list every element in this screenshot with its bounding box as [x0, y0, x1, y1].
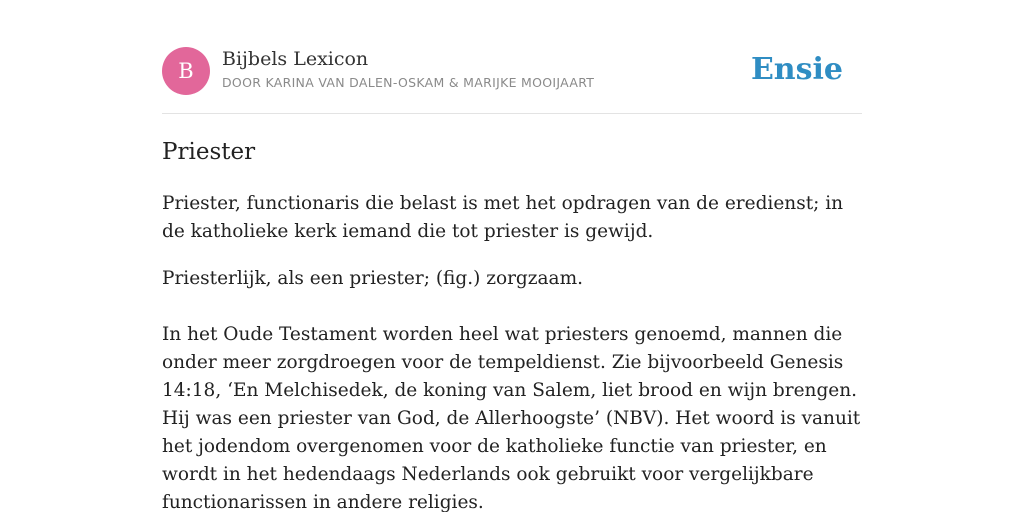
header-divider	[162, 113, 862, 114]
entry-paragraph-derivative: Priesterlijk, als een priester; (fig.) zorgzaam.	[162, 268, 583, 289]
ensie-logo[interactable]: Ensie	[750, 52, 843, 87]
entry-content	[162, 136, 862, 512]
book-authors: DOOR KARINA VAN DALEN-OSKAM & MARIJKE MOOIJAART	[222, 75, 595, 90]
book-avatar[interactable]: B	[162, 47, 210, 95]
entry-paragraph-explanation: In het Oude Testament worden heel wat priesters genoemd, mannen die onder meer zorgdroegen voor de tempeldienst. Zie bijvoorbeeld Genesis 14:18, ‘En Melchisedek, de koning van Salem, liet brood en wijn brengen. Hij was een priester van God, de Allerhoogste’ (NBV). Het woord is vanuit het jodendom overgenomen voor de katholieke functie van priester, en wordt in het hedendaags Nederlands ook gebruikt voor vergelijkbare functionarissen in andere religies.	[162, 324, 861, 512]
entry-title: Priester	[162, 139, 256, 165]
book-title[interactable]: Bijbels Lexicon	[222, 48, 369, 70]
page-header	[162, 46, 862, 96]
entry-paragraph-definition: Priester, functionaris die belast is met het opdragen van de eredienst; in de katholieke kerk iemand die tot priester is gewijd.	[162, 193, 844, 242]
